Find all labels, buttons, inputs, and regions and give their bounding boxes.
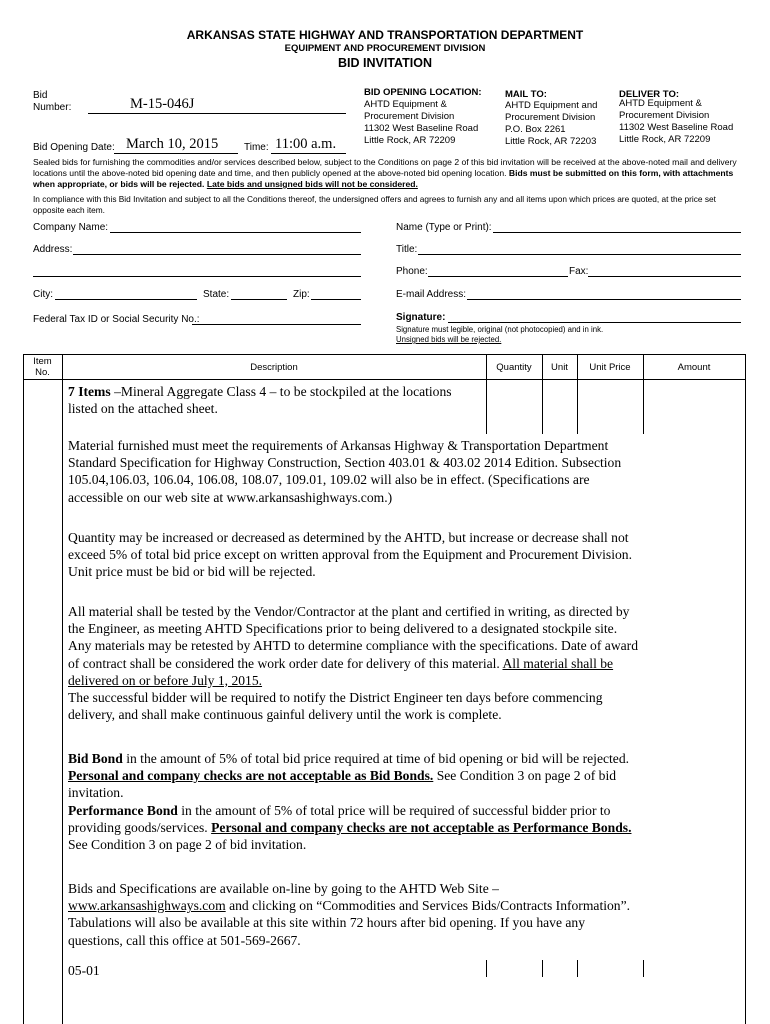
delivery-deadline: All material shall be delivered on or before July 1, 2015. [68, 655, 614, 688]
state-label: State: [203, 289, 230, 300]
bid-opening-date-value: March 10, 2015 [126, 136, 219, 152]
footer-divider-quantity [542, 960, 543, 977]
entry-divider-unit [577, 379, 578, 434]
footer-divider-description [486, 960, 487, 977]
table-top-border [23, 354, 745, 355]
unit-header: Unit [551, 362, 568, 373]
bid-bond-warning: Personal and company checks are not acceptable as Bid Bonds. [68, 768, 434, 784]
table-left-border [23, 354, 24, 1024]
company-name-field[interactable] [110, 221, 361, 233]
items-count: 7 Items [68, 384, 111, 399]
notify-text: The successful bidder will be required to notify the District Engineer ten days before commencing delivery, and shall make continuous gainful delivery until the work is complete. [68, 690, 603, 723]
bid-opening-line-1: AHTD Equipment & [364, 99, 447, 110]
time-value: 11:00 a.m. [275, 136, 337, 152]
fax-field[interactable] [588, 265, 741, 277]
phone-label: Phone: [396, 266, 428, 277]
online-text-1: Bids and Specifications are available on-line by going to the AHTD Web Site – [68, 881, 499, 896]
entry-divider-unit-price [643, 379, 644, 434]
bid-bond-tail: See Condition 3 on page 2 of bid invitation. [68, 768, 617, 801]
bid-opening-line-2: Procurement Division [364, 111, 455, 122]
title-field[interactable] [418, 243, 741, 255]
city-label: City: [33, 289, 53, 300]
bid-number-field[interactable] [88, 96, 346, 114]
title-label: Title: [396, 244, 418, 255]
tax-id-field[interactable] [192, 313, 361, 325]
bid-opening-date-field[interactable] [114, 136, 238, 154]
name-print-field[interactable] [493, 221, 741, 233]
deliver-to-line-3: 11302 West Baseline Road [619, 122, 734, 133]
deliver-to-line-1: AHTD Equipment & [619, 98, 702, 109]
email-label: E-mail Address: [396, 289, 467, 300]
bid-opening-date-label: Bid Opening Date: [33, 142, 115, 153]
quantity-header: Quantity [496, 362, 532, 373]
table-right-border [745, 354, 746, 1024]
form-code: 05-01 [68, 963, 100, 978]
entry-divider-description [486, 379, 487, 434]
performance-bond-heading: Performance Bond [68, 802, 178, 818]
entry-divider-quantity [542, 379, 543, 434]
footer-divider-unit [577, 960, 578, 977]
bid-bond-heading: Bid Bond [68, 751, 123, 766]
email-field[interactable] [467, 288, 741, 300]
division-title: EQUIPMENT AND PROCUREMENT DIVISION [284, 43, 486, 54]
time-label: Time: [244, 142, 269, 153]
document-title: BID INVITATION [338, 56, 432, 70]
items-text: –Mineral Aggregate Class 4 – to be stockpiled at the locations listed on the attached sheet. [68, 384, 452, 417]
bid-bond-text: in the amount of 5% of total bid price required at time of bid opening or bid will be rejected. [122, 751, 630, 766]
sealed-bids-text: Sealed bids for furnishing the commodities and/or services described below, subject to the Conditions on page 2 of this bid invitation will be received at the above-noted mail and delivery locations until the above-noted bid opening date and time, and then publicly opened at the above-noted bid opening location. [33, 157, 737, 178]
tax-id-label: Federal Tax ID or Social Security No.: [33, 314, 200, 325]
sealed-bids-bold: Bids must be submitted on this form, with attachments when appropriate, or bids will be rejected. [33, 168, 734, 189]
mail-to-location [505, 89, 617, 148]
deliver-to-location [619, 89, 759, 146]
performance-bond-tail: See Condition 3 on page 2 of bid invitation. [68, 837, 307, 853]
bond-paragraph [68, 750, 640, 853]
sealed-bids-notice [33, 157, 745, 190]
address-label: Address: [33, 244, 73, 255]
description-header: Description [250, 362, 298, 373]
item-no-header [23, 356, 62, 378]
testing-paragraph [68, 603, 640, 723]
footer-divider-unit-price [643, 960, 644, 977]
compliance-notice: In compliance with this Bid Invitation and subject to all the Conditions thereof, the undersigned offers and agrees to furnish any and all items upon which prices are quoted, at the price set opposite each item. [33, 194, 716, 215]
bid-number-label-2: Number: [33, 102, 72, 113]
unsigned-note: Unsigned bids will be rejected. [396, 335, 502, 344]
mail-to-line-4: Little Rock, AR 72203 [505, 136, 597, 147]
amount-header: Amount [677, 362, 711, 373]
table-header-border [23, 379, 745, 380]
item-description [68, 383, 478, 417]
address-field[interactable] [73, 243, 361, 255]
bid-number-value: M-15-046J [130, 96, 195, 112]
item-header-line-1: Item [33, 356, 52, 367]
mail-to-heading: MAIL TO: [505, 89, 547, 100]
online-paragraph [68, 880, 640, 949]
late-bids-warning: Late bids and unsigned bids will not be considered. [206, 179, 418, 189]
zip-label: Zip: [293, 289, 310, 300]
fax-label: Fax: [569, 266, 589, 277]
signature-label: Signature: [396, 312, 446, 323]
mail-to-line-2: Procurement Division [505, 112, 596, 123]
online-text-2: and clicking on “Commodities and Services Bids/Contracts Information”. Tabulations will also be available at this site within 72 hours after bid opening. If you have any questions, call this office at 501-569-2667. [68, 898, 631, 948]
city-field[interactable] [55, 288, 197, 300]
signature-note: Signature must legible, original (not photocopied) and in ink. [396, 325, 604, 334]
deliver-to-line-2: Procurement Division [619, 110, 710, 121]
signature-field[interactable] [448, 311, 741, 323]
item-header-line-2: No. [35, 367, 50, 378]
mail-to-line-3: P.O. Box 2261 [505, 124, 566, 135]
website-link[interactable]: www.arkansashighways.com [68, 898, 226, 914]
testing-text: All material shall be tested by the Vendor/Contractor at the plant and certified in writing, as directed by the Engineer, as meeting AHTD Specifications prior to being delivered to a designated stockpile site. Any materials may be retested by AHTD to determine compliance with the specifications. Date of award of contract shall be considered the work order date for delivery of this material. [68, 604, 638, 671]
unit-price-header: Unit Price [589, 362, 631, 373]
deliver-to-heading: DELIVER TO: [619, 89, 679, 100]
quantity-paragraph: Quantity may be increased or decreased as determined by the AHTD, but increase or decrease shall not exceed 5% of total bid price except on written approval from the Equipment and Procurement Division. Unit price must be bid or bid will be rejected. [68, 530, 632, 580]
company-name-label: Company Name: [33, 222, 109, 233]
state-field[interactable] [231, 288, 287, 300]
mail-to-line-1: AHTD Equipment and [505, 100, 598, 111]
zip-field[interactable] [311, 288, 361, 300]
agency-title: ARKANSAS STATE HIGHWAY AND TRANSPORTATION DEPARTMENT [186, 28, 584, 42]
time-field[interactable] [271, 136, 346, 154]
address-line-2-field[interactable] [33, 265, 361, 277]
bid-opening-location [364, 87, 504, 147]
bid-opening-line-3: 11302 West Baseline Road [364, 123, 479, 134]
bid-number-label-1: Bid [33, 90, 48, 101]
performance-bond-text: in the amount of 5% of total price will be required of successful bidder prior to providing goods/services. [68, 802, 611, 835]
name-print-label: Name (Type or Print): [396, 222, 492, 233]
performance-bond-warning: Personal and company checks are not acceptable as Performance Bonds. [211, 819, 632, 835]
phone-field[interactable] [428, 265, 568, 277]
material-paragraph: Material furnished must meet the requirements of Arkansas Highway & Transportation Department Standard Specification for Highway Construction, Section 403.01 & 403.02 2014 Edition. Subsection 105.04,106.03, 106.04, 106.08, 108.07, 109.01, 109.02 will also be in effect. (Specifications are accessible on our web site at www.arkansashighways.com.) [68, 438, 622, 505]
bid-opening-line-4: Little Rock, AR 72209 [364, 135, 456, 146]
deliver-to-line-4: Little Rock, AR 72209 [619, 134, 711, 145]
item-column-divider [62, 354, 63, 1024]
bid-opening-location-heading: BID OPENING LOCATION: [364, 87, 482, 98]
